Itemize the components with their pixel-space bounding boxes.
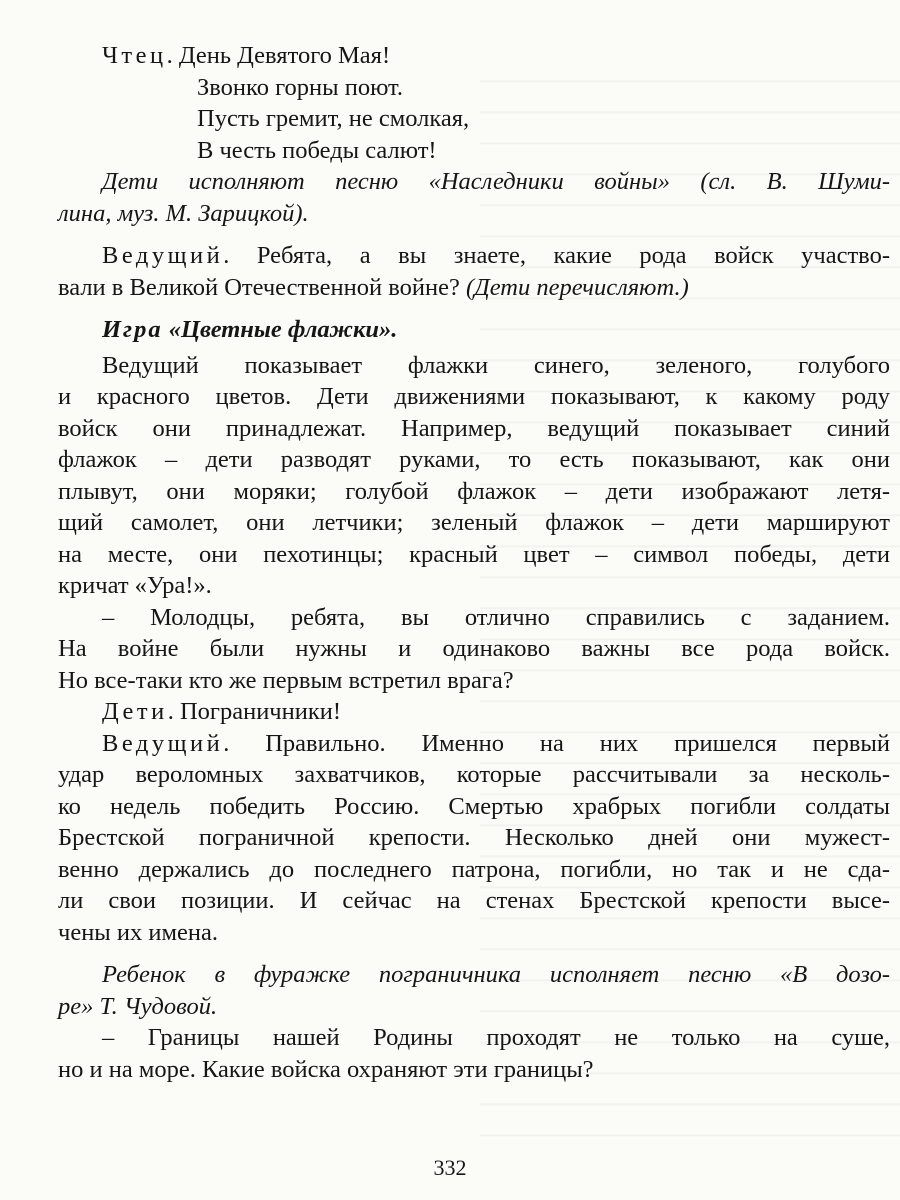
host2-line-3: ко недель победить Россию. Смертью храбрых погибли солдаты [58, 792, 890, 820]
page-number: 332 [433, 1155, 467, 1180]
game-label: Игра [102, 316, 163, 343]
reply-line-2: На войне были нужны и одинаково важны все рода войск. [58, 635, 890, 662]
kids-line: Дети. Пограничники! [102, 698, 342, 725]
stage-direction-1-line-2: лина, муз. М. Зарицкой). [58, 199, 309, 227]
page-content [58, 40, 890, 1085]
speaker-reader: Чтец [102, 42, 167, 69]
host2-line-2: удар вероломных захватчиков, которые рассчитывали за несколь- [58, 761, 890, 788]
stanza-line-2: Звонко горны поют. [197, 73, 404, 101]
speaker-host: Ведущий [102, 242, 224, 269]
stage-direction-1-line-1: Дети исполняют песню «Наследники войны» (сл. В. Шуми- [102, 168, 890, 195]
stanza-line-1: Чтец. День Девятого Мая! [102, 42, 391, 69]
host-line-1: Ведущий. Ребята, а вы знаете, какие рода войск участво- [102, 242, 890, 269]
game-heading [102, 314, 890, 346]
game-desc-line-3: войск они принадлежат. Например, ведущий показывает синий [58, 414, 890, 442]
host2-line-6: ли свои позиции. И сейчас на стенах Брестской крепости высе- [58, 887, 890, 914]
host2-line-4: Брестской пограничной крепости. Несколько дней они мужест- [58, 824, 890, 851]
game-desc-line-7: на месте, они пехотинцы; красный цвет – символ победы, дети [58, 540, 890, 568]
host2-line-5: венно держались до последнего патрона, погибли, но так и не сда- [58, 855, 890, 883]
stanza-line-4: В честь победы салют! [197, 136, 437, 164]
game-desc-line-2: и красного цветов. Дети движениями показывают, к какому роду [58, 383, 890, 410]
host2-line-1: Ведущий. Правильно. Именно на них пришелся первый [102, 729, 890, 757]
reply-line-1: – Молодцы, ребята, вы отлично справились с заданием. [102, 603, 890, 631]
game-desc-line-6: щий самолет, они летчики; зеленый флажок – дети маршируют [58, 509, 890, 536]
reply-line-3: Но все-таки кто же первым встретил врага? [58, 666, 514, 694]
stage-direction-2-line-1: Ребенок в фуражке пограничника исполняет песню «В дозо- [102, 961, 890, 988]
game-desc-line-5: плывут, они моряки; голубой флажок – дети изображают летя- [58, 477, 890, 505]
game-title: «Цветные флажки». [162, 316, 398, 343]
game-desc-line-4: флажок – дети разводят руками, то есть показывают, как они [58, 446, 890, 473]
host2-line-7: чены их имена. [58, 918, 218, 946]
speaker-host-2: Ведущий [102, 729, 224, 757]
game-desc-line-1: Ведущий показывает флажки синего, зеленого, голубого [102, 351, 890, 379]
speaker-kids: Дети [102, 698, 168, 725]
host-line-2: вали в Великой Отечественной войне? (Дети перечисляют.) [58, 273, 689, 301]
stage-direction-2-line-2: ре» Т. Чудовой. [58, 992, 218, 1020]
game-desc-line-8: кричат «Ура!». [58, 572, 212, 599]
final-line-2: но и на море. Какие войска охраняют эти границы? [58, 1055, 594, 1083]
stanza-line-3: Пусть гремит, не смолкая, [197, 105, 470, 132]
final-line-1: – Границы нашей Родины проходят не только на суше, [102, 1024, 890, 1051]
